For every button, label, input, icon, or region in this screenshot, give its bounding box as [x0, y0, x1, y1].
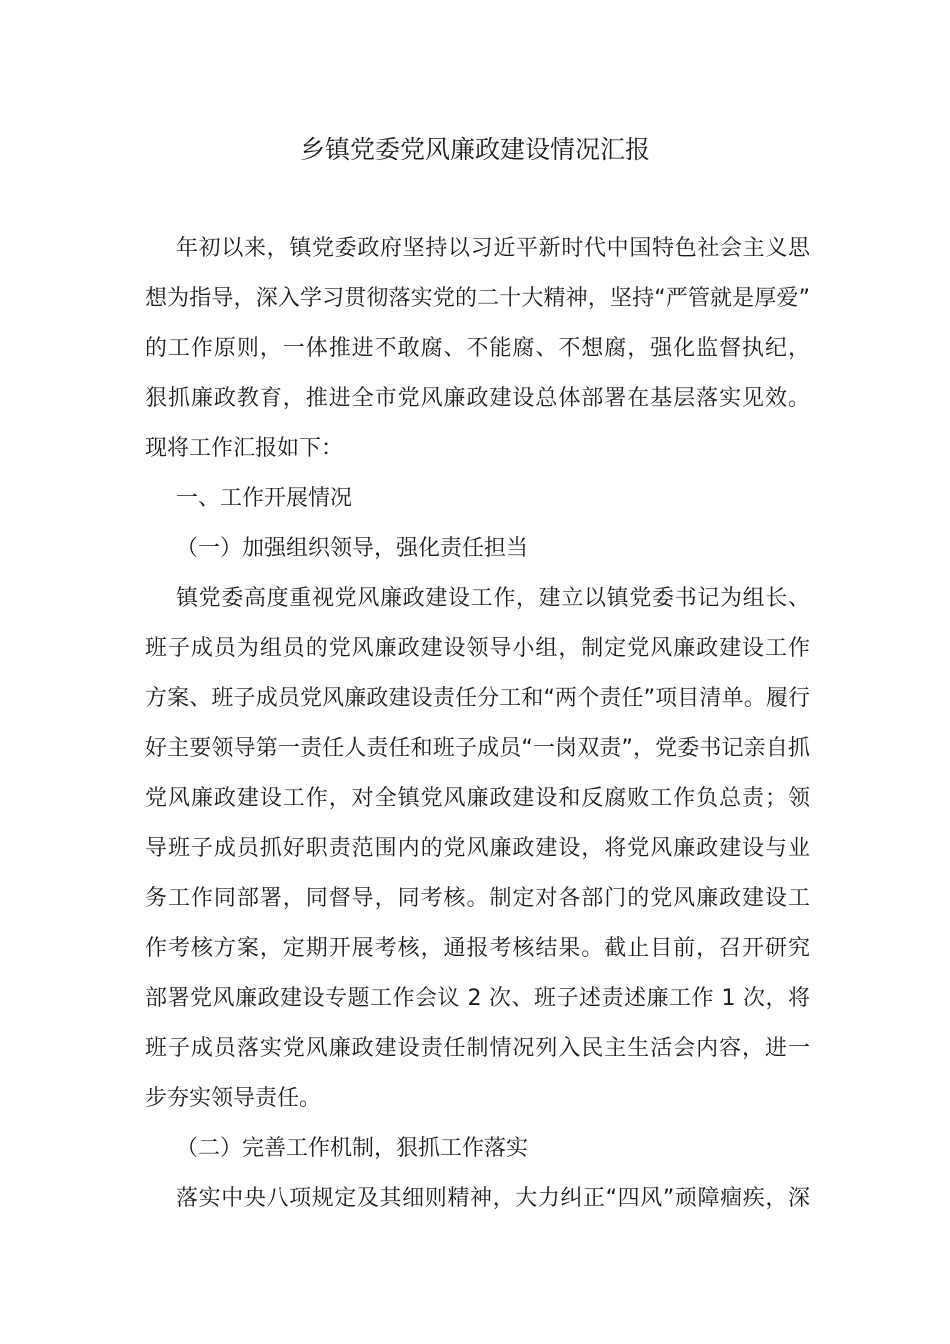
subsection-heading: （一）加强组织领导，强化责任担当	[176, 536, 529, 561]
paragraph-line: 想为指导，深入学习贯彻落实党的二十大精神，坚持“严管就是厚爱”	[145, 286, 810, 311]
paragraph-line: 党风廉政建设工作，对全镇党风廉政建设和反腐败工作负总责；领	[145, 786, 810, 811]
paragraph-line: 方案、班子成员党风廉政建设责任分工和“两个责任”项目清单。履行	[145, 686, 810, 711]
section-heading: 一、工作开展情况	[176, 486, 353, 511]
paragraph-line: 现将工作汇报如下：	[145, 436, 344, 461]
paragraph-line: 好主要领导第一责任人责任和班子成员“一岗双责”，党委书记亲自抓	[145, 736, 810, 761]
paragraph-line: 年初以来，镇党委政府坚持以习近平新时代中国特色社会主义思	[176, 236, 810, 261]
document-title: 乡镇党委党风廉政建设情况汇报	[299, 135, 650, 164]
document-body	[145, 231, 810, 1231]
paragraph-line: 落实中央八项规定及其细则精神，大力纠正“四风”顽障痼疾，深	[176, 1186, 810, 1211]
paragraph-line: 导班子成员抓好职责范围内的党风廉政建设，将党风廉政建设与业	[145, 836, 810, 861]
paragraph-line: 作考核方案，定期开展考核，通报考核结果。截止目前，召开研究	[145, 936, 810, 961]
paragraph-line: 镇党委高度重视党风廉政建设工作，建立以镇党委书记为组长、	[176, 586, 810, 611]
paragraph-line: 的工作原则，一体推进不敢腐、不能腐、不想腐，强化监督执纪，	[145, 336, 810, 361]
paragraph-line: 务工作同部署，同督导，同考核。制定对各部门的党风廉政建设工	[145, 886, 810, 911]
subsection-heading: （二）完善工作机制，狠抓工作落实	[176, 1136, 529, 1161]
paragraph-line: 步夯实领导责任。	[145, 1086, 322, 1111]
paragraph-line: 班子成员落实党风廉政建设责任制情况列入民主生活会内容，进一	[145, 1036, 810, 1061]
paragraph-line: 狠抓廉政教育，推进全市党风廉政建设总体部署在基层落实见效。	[145, 386, 810, 411]
paragraph-line: 班子成员为组员的党风廉政建设领导小组，制定党风廉政建设工作	[145, 636, 810, 661]
paragraph-line: 部署党风廉政建设专题工作会议 2 次、班子述责述廉工作 1 次，将	[145, 986, 810, 1011]
